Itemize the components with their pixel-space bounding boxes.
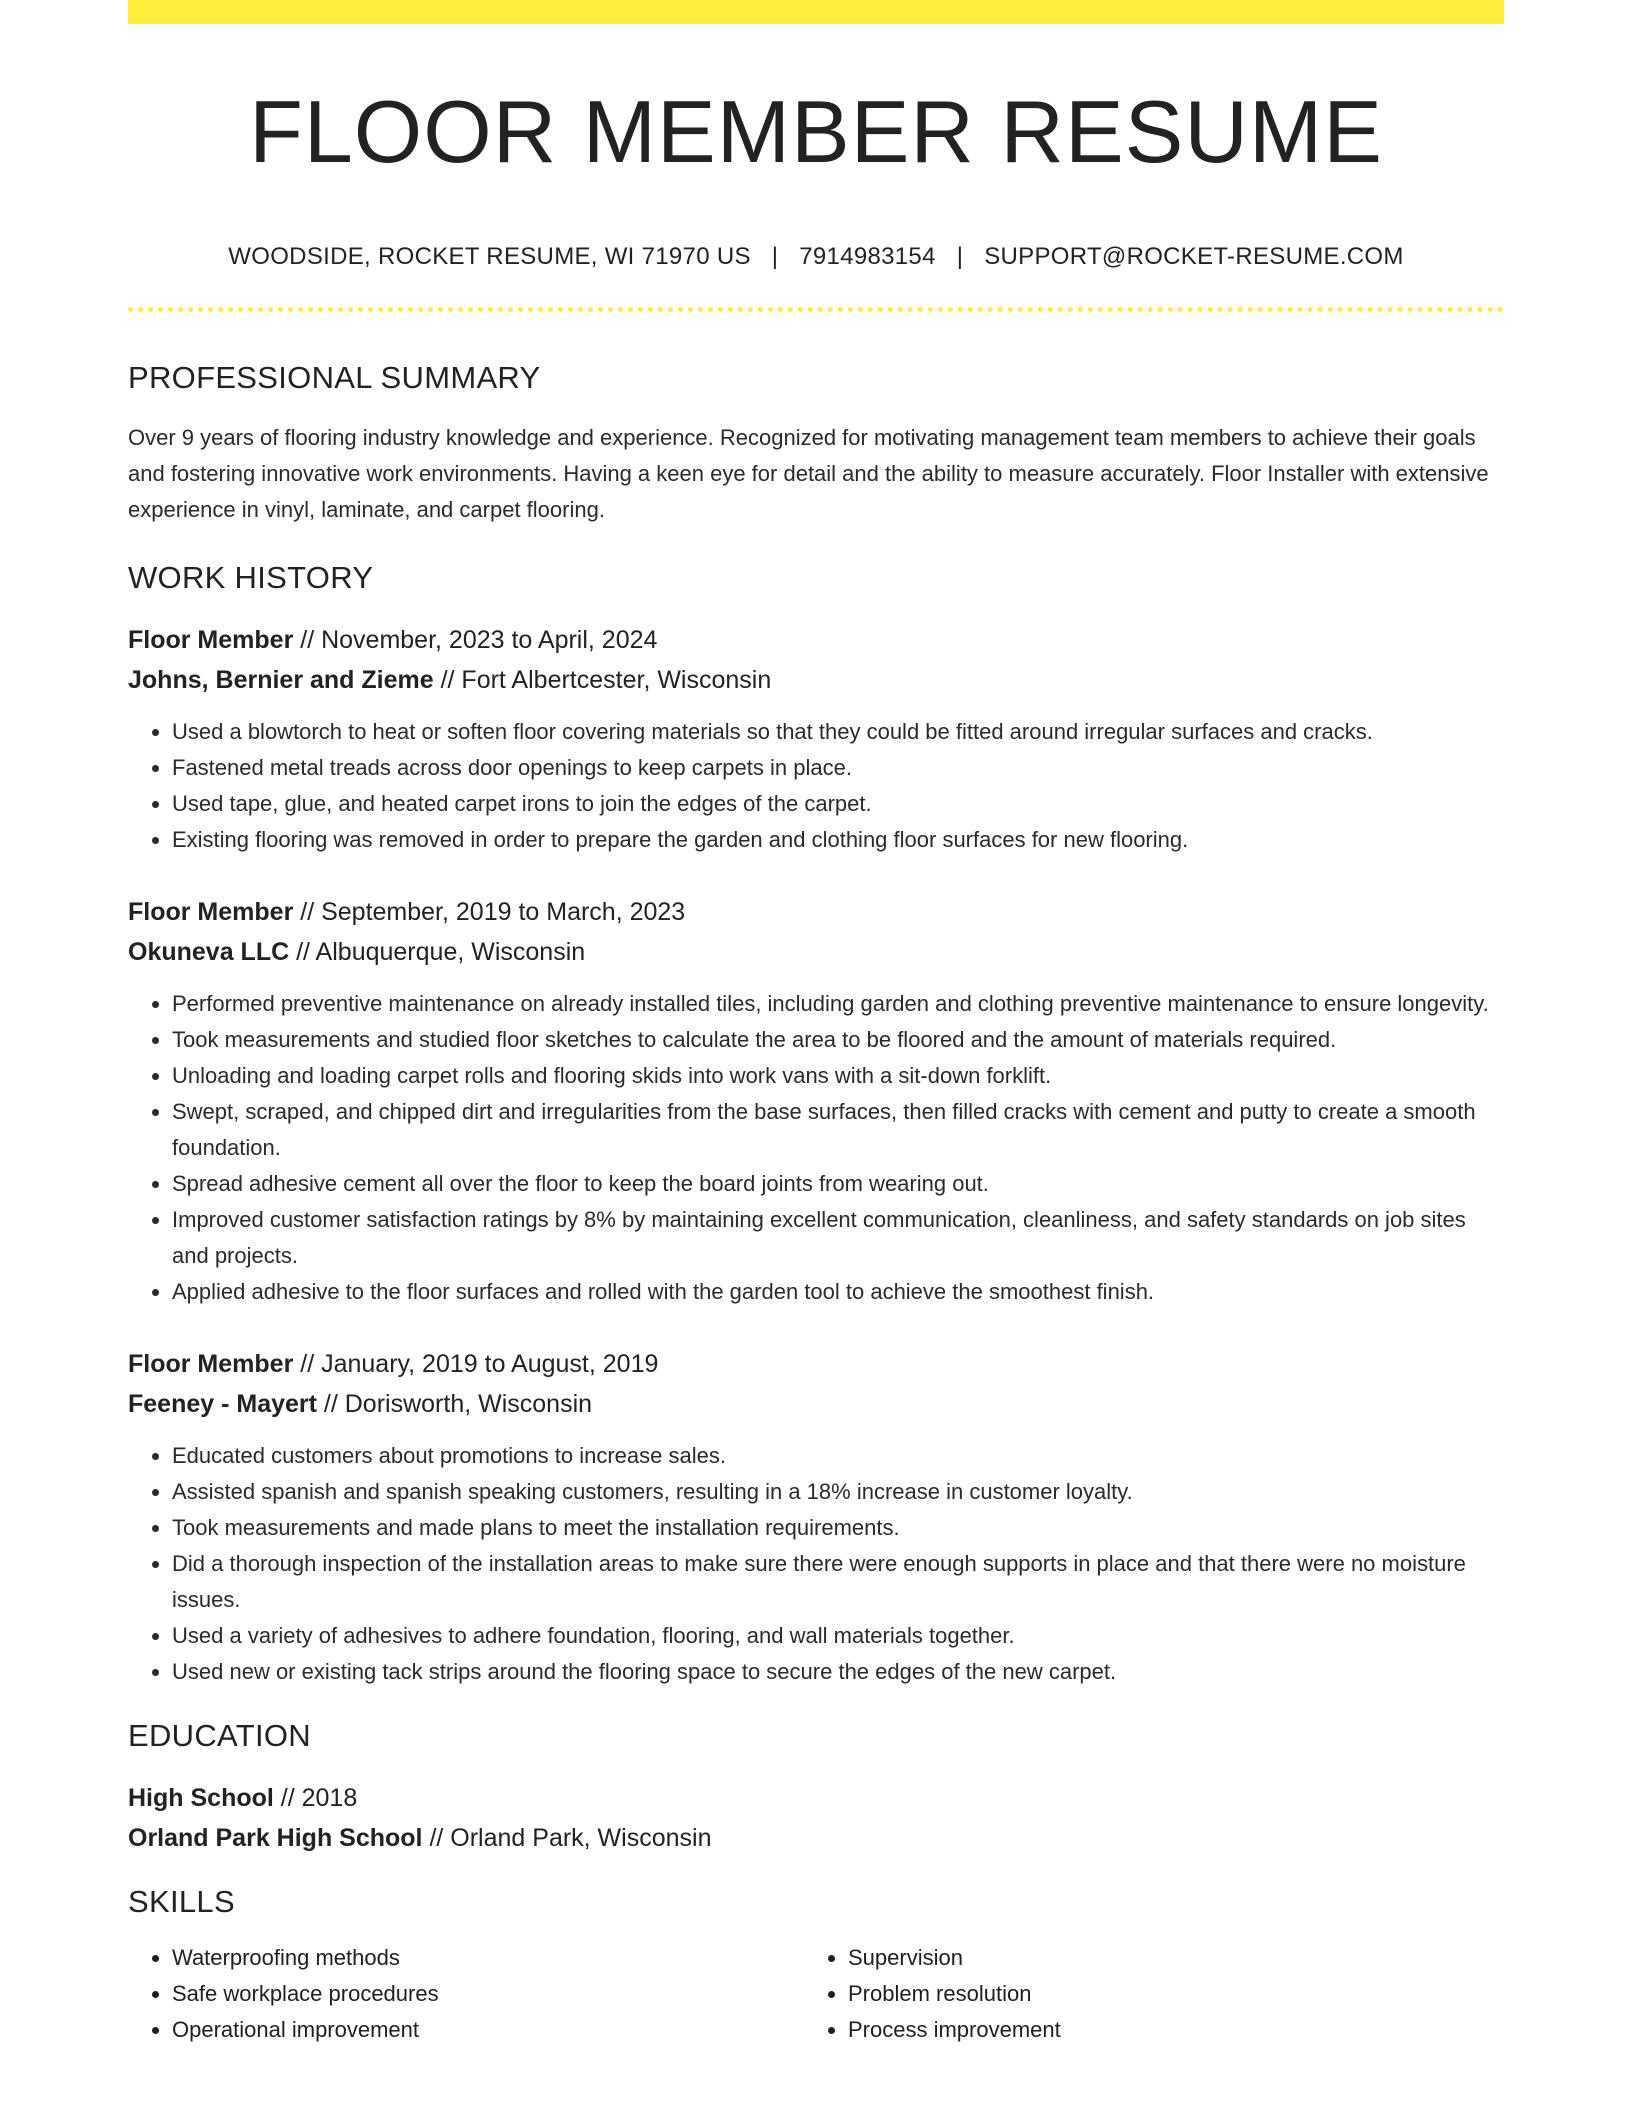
education-entry (128, 1778, 1504, 1858)
skills-right-list (804, 1940, 1480, 2048)
job-bullet: • Took measurements and studied floor sketches to calculate the area to be floored and the amount of materials required. (172, 1022, 1504, 1058)
skills-left-list (128, 1940, 804, 2048)
job-bullet: • Educated customers about promotions to increase sales. (172, 1438, 1504, 1474)
education-degree-line (128, 1778, 1504, 1818)
skill-item: • Waterproofing methods (172, 1940, 804, 1976)
job-bullet: • Used tape, glue, and heated carpet irons to join the edges of the carpet. (172, 786, 1504, 822)
job-dates: // January, 2019 to August, 2019 (293, 1349, 659, 1378)
job-bullet: • Used new or existing tack strips around the flooring space to secure the edges of the new carpet. (172, 1654, 1504, 1690)
job-entry (128, 892, 1504, 1310)
job-bullet: • Used a variety of adhesives to adhere foundation, flooring, and wall materials together. (172, 1618, 1504, 1654)
job-entry (128, 620, 1504, 858)
skill-item: • Safe workplace procedures (172, 1976, 804, 2012)
job-bullet-list (128, 714, 1504, 858)
job-bullet: • Performed preventive maintenance on already installed tiles, including garden and clothing preventive maintenance to ensure longevity. (172, 986, 1504, 1022)
job-location: // Albuquerque, Wisconsin (289, 937, 586, 966)
job-list (128, 620, 1504, 1690)
job-company-line (128, 1384, 1504, 1424)
job-role: Floor Member (128, 897, 294, 926)
education-school-line (128, 1818, 1504, 1858)
job-bullet: • Unloading and loading carpet rolls and flooring skids into work vans with a sit-down forklift. (172, 1058, 1504, 1094)
skill-item: • Process improvement (848, 2012, 1480, 2048)
contact-email[interactable]: SUPPORT@ROCKET-RESUME.COM (984, 242, 1404, 270)
job-company: Johns, Bernier and Zieme (128, 665, 434, 694)
job-bullet: • Used a blowtorch to heat or soften floor covering materials so that they could be fitted around irregular surfaces and cracks. (172, 714, 1504, 750)
job-role-line (128, 1344, 1504, 1384)
job-role: Floor Member (128, 625, 294, 654)
job-location: // Dorisworth, Wisconsin (316, 1389, 593, 1418)
job-company: Okuneva LLC (128, 937, 290, 966)
skills-heading: SKILLS (128, 1883, 235, 1919)
page-title: FLOOR MEMBER RESUME (249, 82, 1383, 181)
job-company-line (128, 932, 1504, 972)
education-school: Orland Park High School (128, 1823, 423, 1852)
summary-heading: PROFESSIONAL SUMMARY (128, 359, 541, 395)
dotted-divider (128, 307, 1504, 312)
job-bullet-list (128, 1438, 1504, 1690)
resume-page (128, 0, 1504, 2048)
education-heading: EDUCATION (128, 1717, 311, 1753)
job-bullet: • Spread adhesive cement all over the floor to keep the board joints from wearing out. (172, 1166, 1504, 1202)
job-company-line (128, 660, 1504, 700)
job-bullet: • Fastened metal treads across door openings to keep carpets in place. (172, 750, 1504, 786)
contact-address: WOODSIDE, ROCKET RESUME, WI 71970 US (228, 242, 751, 270)
job-role-line (128, 620, 1504, 660)
education-year: // 2018 (273, 1783, 358, 1812)
skill-item: • Problem resolution (848, 1976, 1480, 2012)
skills-columns (128, 1940, 1504, 2048)
job-bullet: • Improved customer satisfaction ratings by 8% by maintaining excellent communication, cleanliness, and safety standards on job sites and projects. (172, 1202, 1504, 1274)
skill-item: • Operational improvement (172, 2012, 804, 2048)
work-history-heading: WORK HISTORY (128, 559, 374, 595)
job-entry (128, 1344, 1504, 1690)
contact-line (128, 243, 1504, 271)
contact-separator: | (771, 242, 779, 270)
job-bullet-list (128, 986, 1504, 1310)
job-bullet: • Swept, scraped, and chipped dirt and irregularities from the base surfaces, then filled cracks with cement and putty to create a smooth foundation. (172, 1094, 1504, 1166)
job-bullet: • Did a thorough inspection of the installation areas to make sure there were enough supports in place and that there were no moisture issues. (172, 1546, 1504, 1618)
contact-phone: 7914983154 (799, 242, 936, 270)
job-bullet: • Existing flooring was removed in order to prepare the garden and clothing floor surfaces for new flooring. (172, 822, 1504, 858)
education-location: // Orland Park, Wisconsin (422, 1823, 712, 1852)
job-bullet: • Took measurements and made plans to meet the installation requirements. (172, 1510, 1504, 1546)
contact-separator: | (956, 242, 964, 270)
top-accent-bar (128, 0, 1504, 24)
job-location: // Fort Albertcester, Wisconsin (433, 665, 772, 694)
job-bullet: • Applied adhesive to the floor surfaces and rolled with the garden tool to achieve the smoothest finish. (172, 1274, 1504, 1310)
skill-item: • Supervision (848, 1940, 1480, 1976)
job-role: Floor Member (128, 1349, 294, 1378)
summary-text: Over 9 years of flooring industry knowledge and experience. Recognized for motivating management team members to achieve their goals and fostering innovative work environments. Having a keen eye for detail and the ability to measure accurately. Floor Installer with extensive experience in vinyl, laminate, and carpet flooring. (128, 424, 1489, 522)
job-role-line (128, 892, 1504, 932)
job-company: Feeney - Mayert (128, 1389, 317, 1418)
education-degree: High School (128, 1783, 274, 1812)
job-dates: // November, 2023 to April, 2024 (293, 625, 658, 654)
job-bullet: • Assisted spanish and spanish speaking customers, resulting in a 18% increase in customer loyalty. (172, 1474, 1504, 1510)
job-dates: // September, 2019 to March, 2023 (293, 897, 686, 926)
